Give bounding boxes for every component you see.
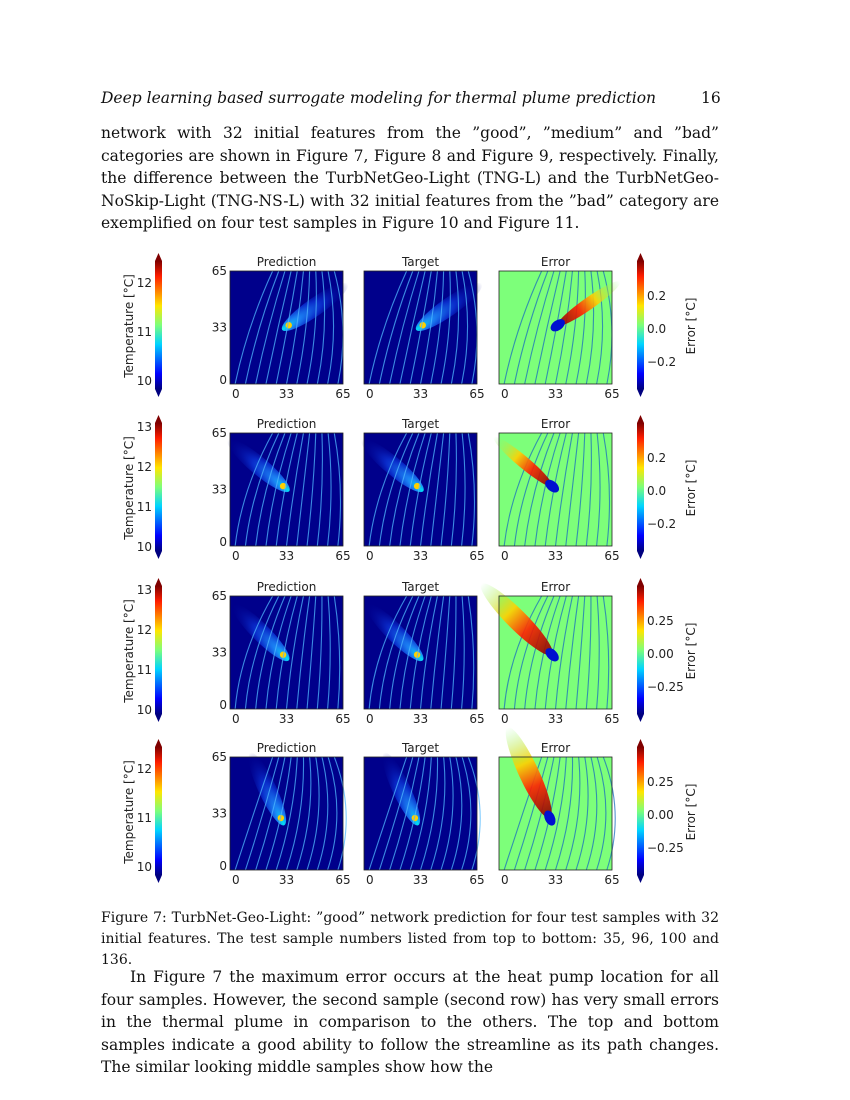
temperature-tick-label: 12 xyxy=(136,762,152,776)
error-tick-label: 0.25 xyxy=(647,775,674,789)
figure-caption: Figure 7: TurbNet-Geo-Light: ”good” network prediction for four test samples with 32 initial features. The test sample numbers listed from top to bottom: 35, 96, 100 and 136. xyxy=(101,910,719,968)
y-tick-label: 33 xyxy=(211,320,227,335)
temperature-tick-label: 13 xyxy=(136,420,152,434)
panel-title: Target xyxy=(401,741,440,755)
temperature-tick-label: 10 xyxy=(136,540,152,554)
figure-row xyxy=(122,723,698,887)
x-tick-label: 33 xyxy=(547,712,564,726)
temperature-tick-label: 12 xyxy=(136,623,152,637)
x-tick-label: 0 xyxy=(232,549,240,563)
heat-source xyxy=(286,322,292,328)
colorbar-cap xyxy=(637,551,644,559)
error-colorbar xyxy=(637,423,644,551)
error-tick-label: 0.2 xyxy=(647,451,667,465)
y-tick-label: 65 xyxy=(211,589,227,603)
temperature-colorbar xyxy=(155,586,162,714)
x-tick-label: 33 xyxy=(412,712,429,726)
panel-title: Target xyxy=(401,255,440,269)
y-tick-label: 33 xyxy=(211,482,227,497)
x-tick-label: 33 xyxy=(278,549,295,563)
x-tick-label: 65 xyxy=(335,387,351,401)
error-tick-label: −0.2 xyxy=(647,517,677,531)
temperature-colorbar xyxy=(155,747,162,875)
x-tick-label: 65 xyxy=(604,712,620,726)
panel-title: Prediction xyxy=(256,255,317,269)
x-tick-label: 0 xyxy=(366,712,374,726)
x-tick-label: 33 xyxy=(412,873,429,887)
temperature-axis-label: Temperature [°C] xyxy=(122,274,136,378)
x-tick-label: 0 xyxy=(501,712,509,726)
colorbar-cap xyxy=(155,578,162,586)
error-tick-label: 0.25 xyxy=(647,614,674,628)
x-tick-label: 65 xyxy=(335,873,351,887)
error-tick-label: 0.0 xyxy=(647,484,667,498)
y-tick-label: 0 xyxy=(219,698,227,712)
panel-title: Target xyxy=(401,580,440,594)
figure-row xyxy=(122,253,698,401)
temperature-axis-label: Temperature [°C] xyxy=(122,760,136,864)
heatmap-panel xyxy=(356,417,484,563)
panel-title: Prediction xyxy=(256,741,317,755)
error-tick-label: −0.25 xyxy=(647,841,684,855)
colorbar-cap xyxy=(637,415,644,423)
x-tick-label: 0 xyxy=(501,873,509,887)
y-tick-label: 65 xyxy=(211,750,227,764)
colorbar-cap xyxy=(637,739,644,747)
panel-title: Target xyxy=(401,417,440,431)
error-axis-label: Error [°C] xyxy=(684,459,698,517)
heatmap-panel xyxy=(212,417,351,563)
heatmap-panel xyxy=(212,255,353,401)
temperature-tick-label: 12 xyxy=(136,276,152,290)
temperature-colorbar xyxy=(155,423,162,551)
heatmap-panel xyxy=(212,741,351,887)
error-axis-label: Error [°C] xyxy=(684,783,698,841)
error-tick-label: −0.25 xyxy=(647,680,684,694)
y-tick-label: 65 xyxy=(211,264,227,278)
body-paragraph: In Figure 7 the maximum error occurs at the heat pump location for all four samples. However, the second sample (second row) has very small errors in the thermal plume in comparison to the others. The top and bottom samples indicate a good ability to follow the streamline as its path changes. The similar looking middle samples show how the xyxy=(101,968,719,1077)
x-tick-label: 0 xyxy=(232,712,240,726)
figure-7 xyxy=(115,253,735,898)
colorbar-cap xyxy=(637,578,644,586)
colorbar-cap xyxy=(637,714,644,722)
y-tick-label: 0 xyxy=(219,535,227,549)
x-tick-label: 65 xyxy=(469,549,485,563)
panel-title: Error xyxy=(540,580,571,594)
figure-row xyxy=(122,415,698,563)
colorbar-cap xyxy=(155,739,162,747)
y-tick-label: 33 xyxy=(211,645,227,660)
x-tick-label: 33 xyxy=(547,387,564,401)
colorbar-cap xyxy=(637,875,644,883)
error-tick-label: 0.2 xyxy=(647,289,667,303)
x-tick-label: 0 xyxy=(366,873,374,887)
x-tick-label: 33 xyxy=(278,387,295,401)
temperature-axis-label: Temperature [°C] xyxy=(122,599,136,703)
panel-background xyxy=(499,757,612,870)
heatmap-panel xyxy=(490,417,620,563)
x-tick-label: 0 xyxy=(232,873,240,887)
temperature-tick-label: 11 xyxy=(136,811,152,825)
x-tick-label: 33 xyxy=(278,712,295,726)
x-tick-label: 65 xyxy=(604,873,620,887)
panel-background xyxy=(364,757,477,870)
x-tick-label: 65 xyxy=(604,387,620,401)
temperature-tick-label: 11 xyxy=(136,325,152,339)
colorbar-cap xyxy=(155,253,162,261)
x-tick-label: 65 xyxy=(469,387,485,401)
running-title: Deep learning based surrogate modeling for thermal plume prediction xyxy=(101,89,657,107)
panel-title: Error xyxy=(540,255,571,269)
panel-title: Error xyxy=(540,741,571,755)
error-colorbar xyxy=(637,747,644,875)
page-number: 16 xyxy=(701,89,721,107)
x-tick-label: 65 xyxy=(469,873,485,887)
temperature-colorbar xyxy=(155,261,162,389)
x-tick-label: 65 xyxy=(335,712,351,726)
x-tick-label: 0 xyxy=(366,549,374,563)
heatmap-panel xyxy=(360,580,485,726)
error-tick-label: 0.0 xyxy=(647,322,667,336)
y-tick-label: 0 xyxy=(219,859,227,873)
x-tick-label: 0 xyxy=(501,387,509,401)
error-axis-label: Error [°C] xyxy=(684,297,698,355)
x-tick-label: 33 xyxy=(547,549,564,563)
panel-title: Prediction xyxy=(256,417,317,431)
x-tick-label: 0 xyxy=(501,549,509,563)
temperature-axis-label: Temperature [°C] xyxy=(122,436,136,540)
temperature-tick-label: 10 xyxy=(136,860,152,874)
x-tick-label: 33 xyxy=(412,387,429,401)
y-tick-label: 65 xyxy=(211,426,227,440)
y-tick-label: 0 xyxy=(219,373,227,387)
colorbar-cap xyxy=(155,389,162,397)
colorbar-cap xyxy=(155,551,162,559)
x-tick-label: 65 xyxy=(469,712,485,726)
error-colorbar xyxy=(637,586,644,714)
heat-source xyxy=(420,322,426,328)
colorbar-cap xyxy=(637,253,644,261)
heatmap-panel xyxy=(364,741,485,887)
x-tick-label: 0 xyxy=(366,387,374,401)
x-tick-label: 0 xyxy=(232,387,240,401)
colorbar-cap xyxy=(155,714,162,722)
panel-title: Prediction xyxy=(256,580,317,594)
heatmap-panel xyxy=(499,255,623,401)
error-colorbar xyxy=(637,261,644,389)
x-tick-label: 65 xyxy=(604,549,620,563)
temperature-tick-label: 10 xyxy=(136,374,152,388)
temperature-tick-label: 12 xyxy=(136,460,152,474)
error-tick-label: −0.2 xyxy=(647,355,677,369)
y-tick-label: 33 xyxy=(211,806,227,821)
colorbar-cap xyxy=(155,875,162,883)
colorbar-cap xyxy=(637,389,644,397)
colorbar-cap xyxy=(155,415,162,423)
heatmap-panel xyxy=(212,580,351,726)
error-axis-label: Error [°C] xyxy=(684,622,698,680)
temperature-tick-label: 11 xyxy=(136,663,152,677)
heatmap-panel xyxy=(499,723,620,887)
heatmap-panel xyxy=(474,577,619,726)
x-tick-label: 33 xyxy=(412,549,429,563)
error-tick-label: 0.00 xyxy=(647,647,674,661)
x-tick-label: 65 xyxy=(335,549,351,563)
temperature-tick-label: 11 xyxy=(136,500,152,514)
temperature-tick-label: 10 xyxy=(136,703,152,717)
error-tick-label: 0.00 xyxy=(647,808,674,822)
figure-row xyxy=(122,577,698,726)
x-tick-label: 33 xyxy=(547,873,564,887)
intro-paragraph: network with 32 initial features from the ”good”, ”medium” and ”bad” categories are shown in Figure 7, Figure 8 and Figure 9, respectively. Finally, the difference between the TurbNetGeo-Light (TNG-L) and the TurbNetGeo-NoSkip-Light (TNG-NS-L) with 32 initial features from the ”bad” category are exemplified on four test samples in Figure 10 and Figure 11. xyxy=(101,124,719,233)
panel-background xyxy=(230,757,343,870)
heatmap-panel xyxy=(364,255,487,401)
panel-title: Error xyxy=(540,417,571,431)
temperature-tick-label: 13 xyxy=(136,583,152,597)
x-tick-label: 33 xyxy=(278,873,295,887)
